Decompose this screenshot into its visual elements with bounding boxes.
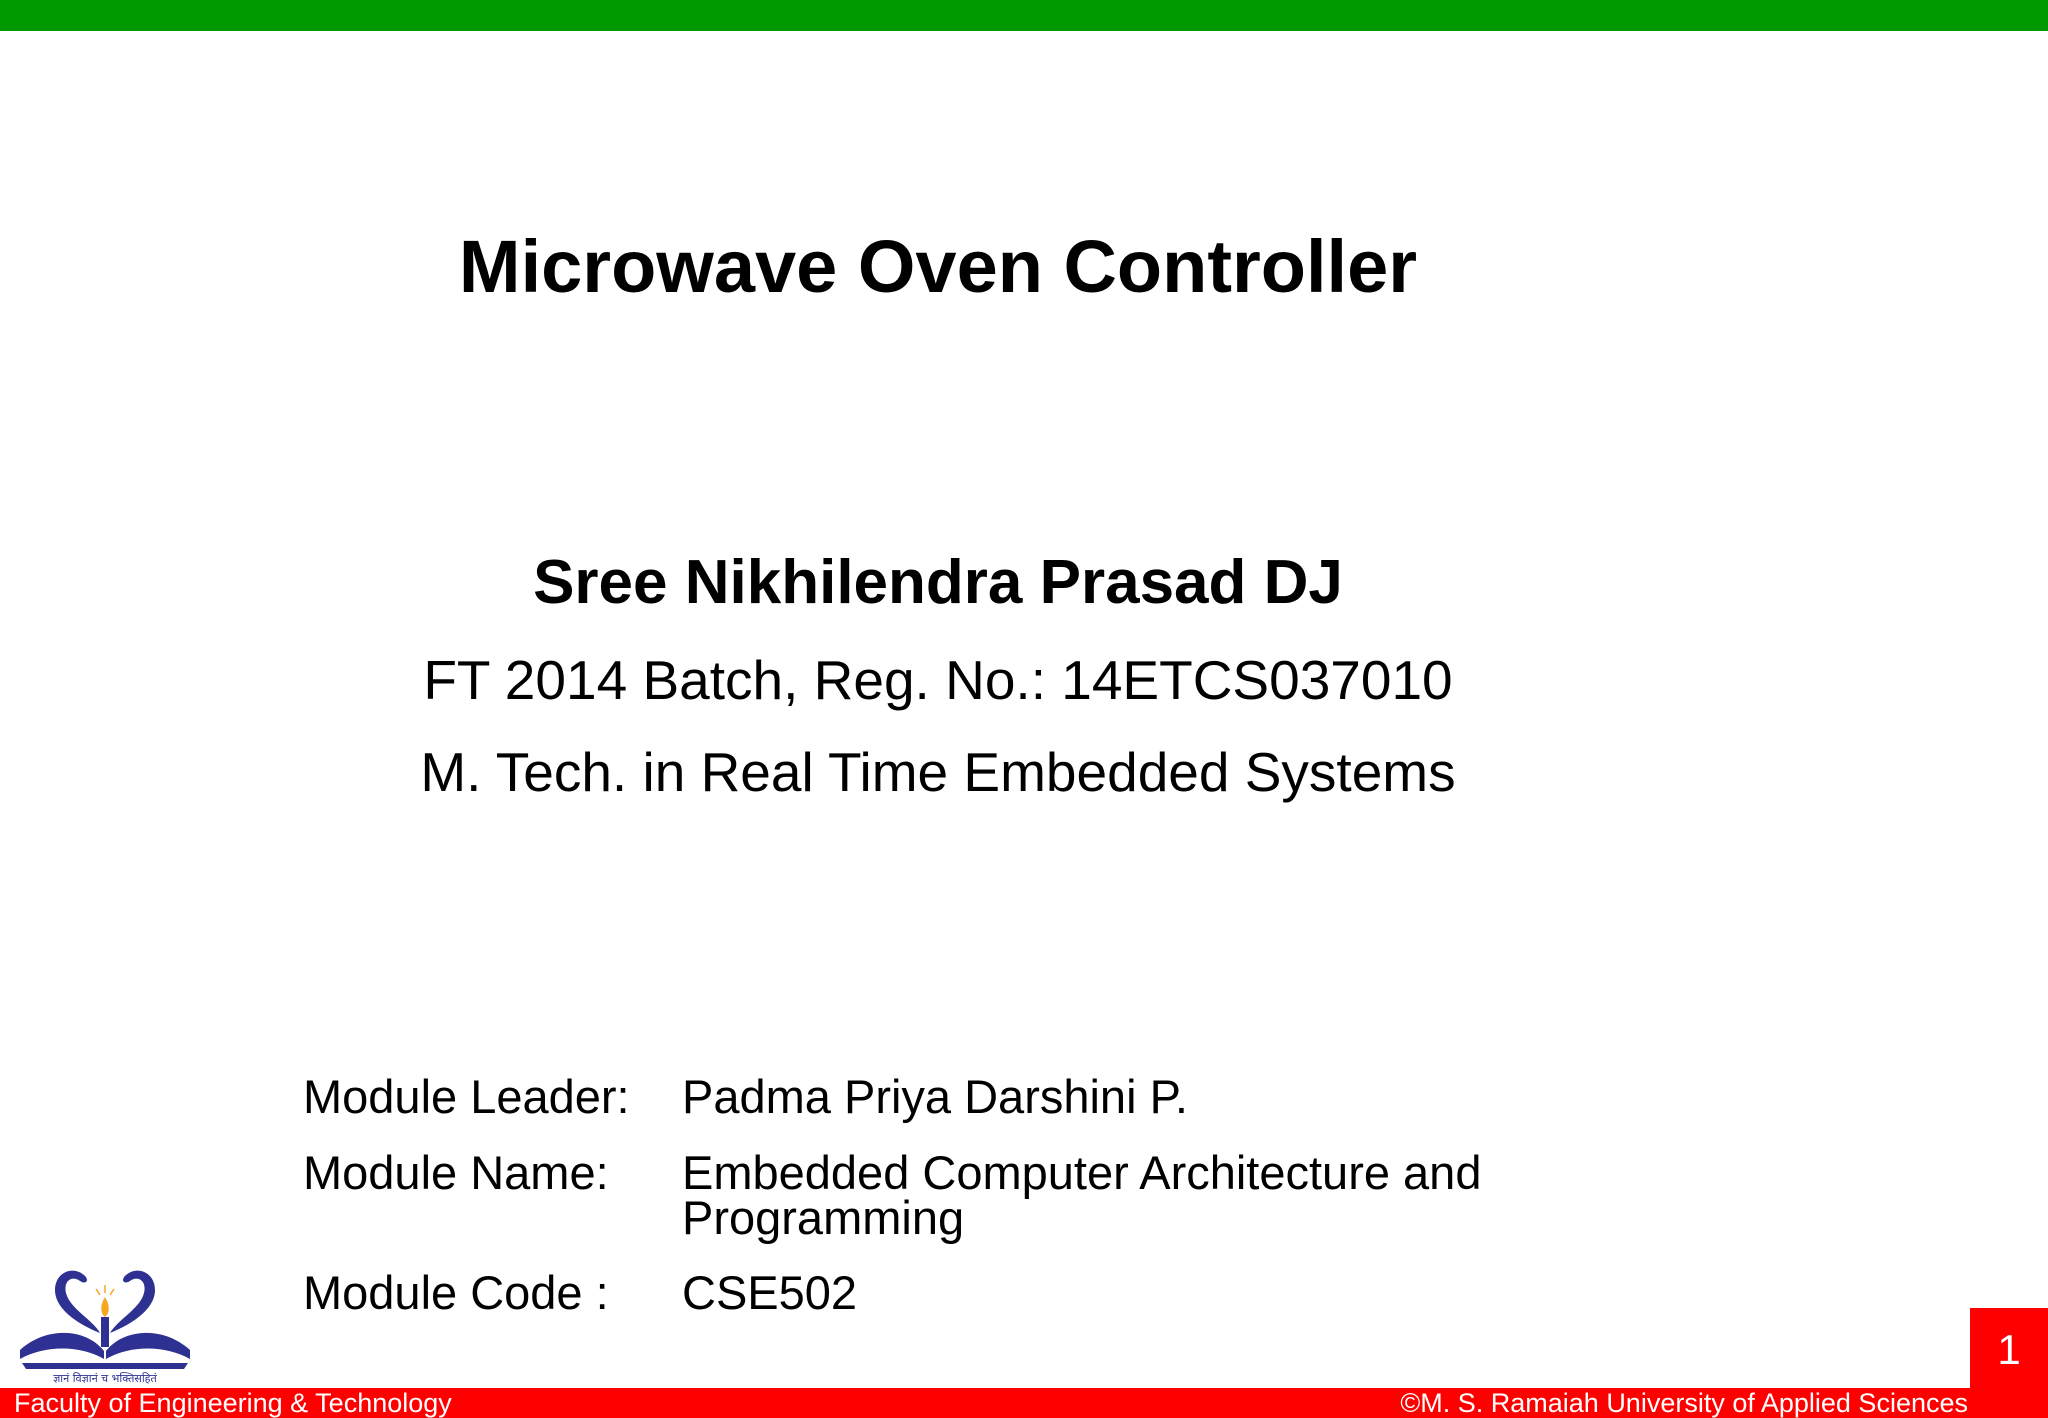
- top-accent-bar: [0, 0, 2048, 31]
- module-leader-value: Padma Priya Darshini P.: [682, 1070, 1188, 1123]
- slide-title: Microwave Oven Controller: [458, 225, 1418, 308]
- program-line: M. Tech. in Real Time Embedded Systems: [420, 741, 1456, 803]
- footer-faculty: Faculty of Engineering & Technology: [14, 1388, 452, 1418]
- footer-bar: [0, 1388, 2048, 1418]
- page-number-badge: [1970, 1308, 2048, 1388]
- author-name: Sree Nikhilendra Prasad DJ: [533, 548, 1343, 617]
- page-number: 1: [1997, 1326, 2021, 1373]
- swans-lamp-logo-icon: [0, 1255, 210, 1385]
- module-name-label: Module Name:: [303, 1146, 609, 1199]
- module-code-value: CSE502: [682, 1266, 858, 1319]
- logo-motto: ज्ञानं विज्ञानं च भक्तिसहितं: [53, 1372, 157, 1385]
- module-leader-label: Module Leader:: [303, 1070, 630, 1123]
- batch-registration-line: FT 2014 Batch, Reg. No.: 14ETCS037010: [423, 649, 1453, 711]
- module-name-value-line1: Embedded Computer Architecture and: [682, 1146, 1482, 1199]
- module-name-value-line2: Programming: [682, 1191, 965, 1244]
- module-code-label: Module Code :: [303, 1266, 609, 1319]
- footer-copyright: ©M. S. Ramaiah University of Applied Sciences: [1400, 1388, 1968, 1418]
